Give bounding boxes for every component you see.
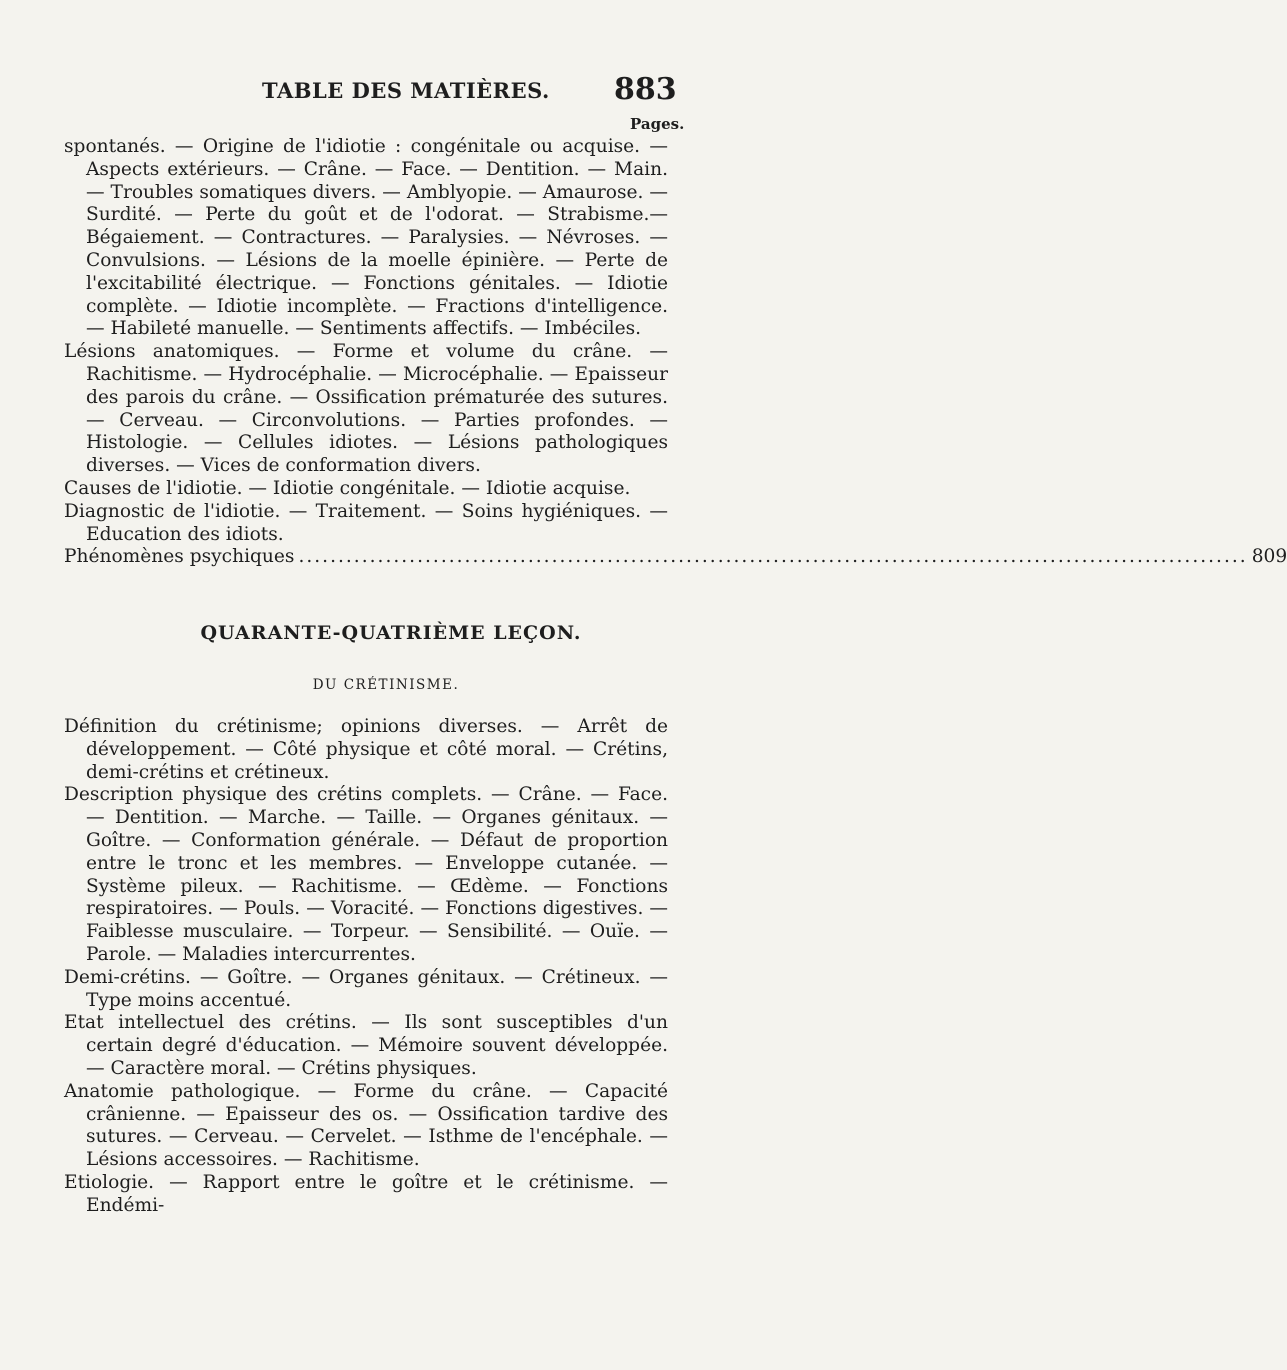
toc-entry: Demi-crétins. — Goître. — Organes génitaux. — Crétineux. — Type moins accentué.: [64, 966, 668, 1011]
entry-page-number: 809: [1251, 546, 1287, 568]
toc-top-block: [0, 136, 1287, 569]
page-number: 883: [614, 72, 677, 107]
page-header: [0, 70, 800, 110]
toc-entry: Causes de l'idiotie. — Idiotie congénitale. — Idiotie acquise.: [64, 477, 631, 499]
entry-title: Phénomènes psychiques: [64, 546, 295, 568]
toc-entry: Etat intellectuel des crétins. — Ils sont susceptibles d'un certain degré d'éducation. — Mémoire souvent développée. — Caractère moral. — Crétins physiques.: [64, 1012, 668, 1079]
section-heading: [0, 622, 800, 644]
toc-section-block: [0, 716, 800, 1218]
pages-column-label: Pages.: [630, 115, 685, 133]
toc-entry: Lésions anatomiques. — Forme et volume du crâne. — Rachitisme. — Hydrocéphalie. — Microcéphalie. — Epaisseur des parois du crâne. — Ossification prématurée des sutures. — Cerveau. — Circonvolutions. — Parties profondes. — Histologie. — Cellules idiotes. — Lésions pathologiques diverses. — Vices de conformation divers.: [64, 341, 668, 477]
section-subheading: [0, 677, 800, 693]
toc-entry: Description physique des crétins complets. — Crâne. — Face. — Dentition. — Marche. — Taille. — Organes génitaux. — Goître. — Conformation générale. — Défaut de proportion entre le tronc et les membres. — Enveloppe cutanée. — Système pileux. — Rachitisme. — Œdème. — Fonctions respiratoires. — Pouls. — Voracité. — Fonctions digestives. — Faiblesse musculaire. — Torpeur. — Sensibilité. — Ouïe. — Parole. — Maladies intercurrentes.: [64, 784, 668, 965]
toc-entry: Anatomie pathologique. — Forme du crâne. — Capacité crânienne. — Epaisseur des os. — Ossification tardive des sutures. — Cerveau. — Cervelet. — Isthme de l'encéphale. — Lésions accessoires. — Rachitisme.: [64, 1080, 668, 1171]
lesson-title: QUARANTE-QUATRIÈME LEÇON.: [200, 622, 582, 644]
lesson-subtitle: DU CRÉTINISME.: [312, 677, 460, 693]
toc-entry: spontanés. — Origine de l'idiotie : congénitale ou acquise. — Aspects extérieurs. — Crâne. — Face. — Dentition. — Main. — Troubles somatiques divers. — Amblyopie. — Amaurose. — Surdité. — Perte du goût et de l'odorat. — Strabisme.— Bégaiement. — Contractures. — Paralysies. — Névroses. — Convulsions. — Lésions de la moelle épinière. — Perte de l'excitabilité électrique. — Fonctions génitales. — Idiotie complète. — Idiotie incomplète. — Fractions d'intelligence. — Habileté manuelle. — Sentiments affectifs. — Imbéciles.: [64, 136, 668, 340]
toc-entry: Diagnostic de l'idiotie. — Traitement. — Soins hygiéniques. — Education des idiots.: [64, 500, 668, 545]
toc-entry: Etiologie. — Rapport entre le goître et le crétinisme. — Endémi-: [64, 1171, 668, 1216]
toc-entry: Définition du crétinisme; opinions diverses. — Arrêt de développement. — Côté physique et côté moral. — Crétins, demi-crétins et crétineux.: [64, 716, 668, 783]
running-title: TABLE DES MATIÈRES.: [262, 78, 550, 103]
dot-leader: ........................................................................................................................: [298, 546, 1248, 568]
toc-entry-with-page: [64, 546, 1287, 569]
